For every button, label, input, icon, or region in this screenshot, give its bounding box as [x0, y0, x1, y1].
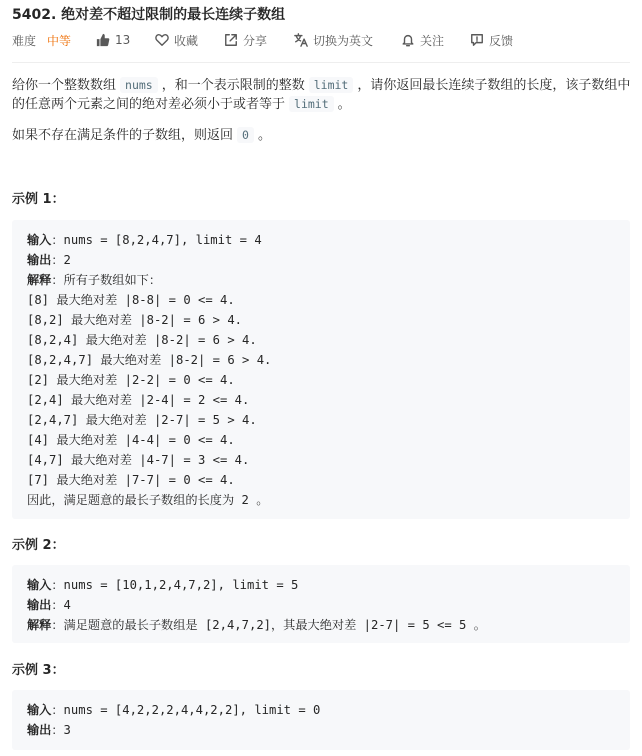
example-1-code-block	[12, 220, 630, 519]
description-paragraph-2: 如果不存在满足条件的子数组，则返回 0 。	[12, 128, 271, 143]
example-1-line: [8] 最大绝对差 |8-8| = 0 <= 4.	[27, 293, 235, 307]
difficulty-label: 难度	[12, 33, 37, 48]
example-1-line: [2,4] 最大绝对差 |2-4| = 2 <= 4.	[27, 393, 250, 407]
like-count: 13	[115, 33, 131, 47]
problem-title: 5402. 绝对差不超过限制的最长连续子数组	[12, 7, 286, 23]
example-3-output: 输出：3	[27, 723, 71, 737]
header-divider	[12, 62, 630, 63]
thumbs-up-icon	[96, 33, 110, 47]
inline-code-limit-2: limit	[289, 96, 334, 112]
example-1-line: [8,2,4,7] 最大绝对差 |8-2| = 6 > 4.	[27, 353, 272, 367]
example-1-output: 输出：2	[27, 253, 71, 267]
example-2-code-block	[12, 565, 630, 643]
example-1-line: [8,2] 最大绝对差 |8-2| = 6 > 4.	[27, 313, 243, 327]
share-label: 分享	[243, 33, 268, 48]
example-3-input: 输入：nums = [4,2,2,2,4,4,2,2], limit = 0	[27, 703, 321, 717]
description-paragraph-1: 给你一个整数数组 nums ，和一个表示限制的整数 limit ，请你返回最长连续子数组的长度，该子数组中的任意两个元素之间的绝对差必须小于或者等于 limit 。	[12, 78, 631, 112]
example-2-explain: 解释：满足题意的最长子数组是 [2,4,7,2]，其最大绝对差 |2-7| = 5 <= 5 。	[27, 618, 486, 632]
example-1-line: [2,4,7] 最大绝对差 |2-7| = 5 > 4.	[27, 413, 257, 427]
feedback-button[interactable]	[470, 32, 513, 48]
example-2-output: 输出：4	[27, 598, 71, 612]
like-button[interactable]	[96, 32, 130, 48]
example-2-title: 示例 2：	[12, 538, 65, 553]
heart-icon	[155, 33, 169, 47]
example-1-line: [4] 最大绝对差 |4-4| = 0 <= 4.	[27, 433, 235, 447]
follow-label: 关注	[420, 33, 445, 48]
example-1-line: [2] 最大绝对差 |2-2| = 0 <= 4.	[27, 373, 235, 387]
inline-code-limit: limit	[309, 77, 354, 93]
difficulty-badge: 中等	[47, 33, 72, 48]
example-1-explain: 解释：所有子数组如下：	[27, 273, 162, 287]
example-3-title: 示例 3：	[12, 663, 65, 678]
translate-label: 切换为英文	[313, 33, 374, 48]
example-3-code-block	[12, 690, 630, 750]
example-1-title: 示例 1：	[12, 192, 65, 207]
favorite-button[interactable]	[155, 32, 198, 48]
feedback-icon	[470, 33, 484, 47]
translate-icon	[294, 33, 308, 47]
inline-code-nums: nums	[120, 77, 158, 93]
translate-button[interactable]	[294, 32, 373, 48]
example-2-input: 输入：nums = [10,1,2,4,7,2], limit = 5	[27, 578, 299, 592]
example-1-line: [4,7] 最大绝对差 |4-7| = 3 <= 4.	[27, 453, 250, 467]
bell-icon	[401, 33, 415, 47]
example-1-input: 输入：nums = [8,2,4,7], limit = 4	[27, 233, 262, 247]
favorite-label: 收藏	[174, 33, 199, 48]
inline-code-zero: 0	[237, 127, 254, 143]
share-icon	[224, 33, 238, 47]
share-button[interactable]	[224, 32, 267, 48]
example-1-line: [8,2,4] 最大绝对差 |8-2| = 6 > 4.	[27, 333, 257, 347]
follow-button[interactable]	[401, 32, 444, 48]
example-1-line: [7] 最大绝对差 |7-7| = 0 <= 4.	[27, 473, 235, 487]
feedback-label: 反馈	[489, 33, 514, 48]
example-1-line: 因此，满足题意的最长子数组的长度为 2 。	[27, 493, 269, 507]
